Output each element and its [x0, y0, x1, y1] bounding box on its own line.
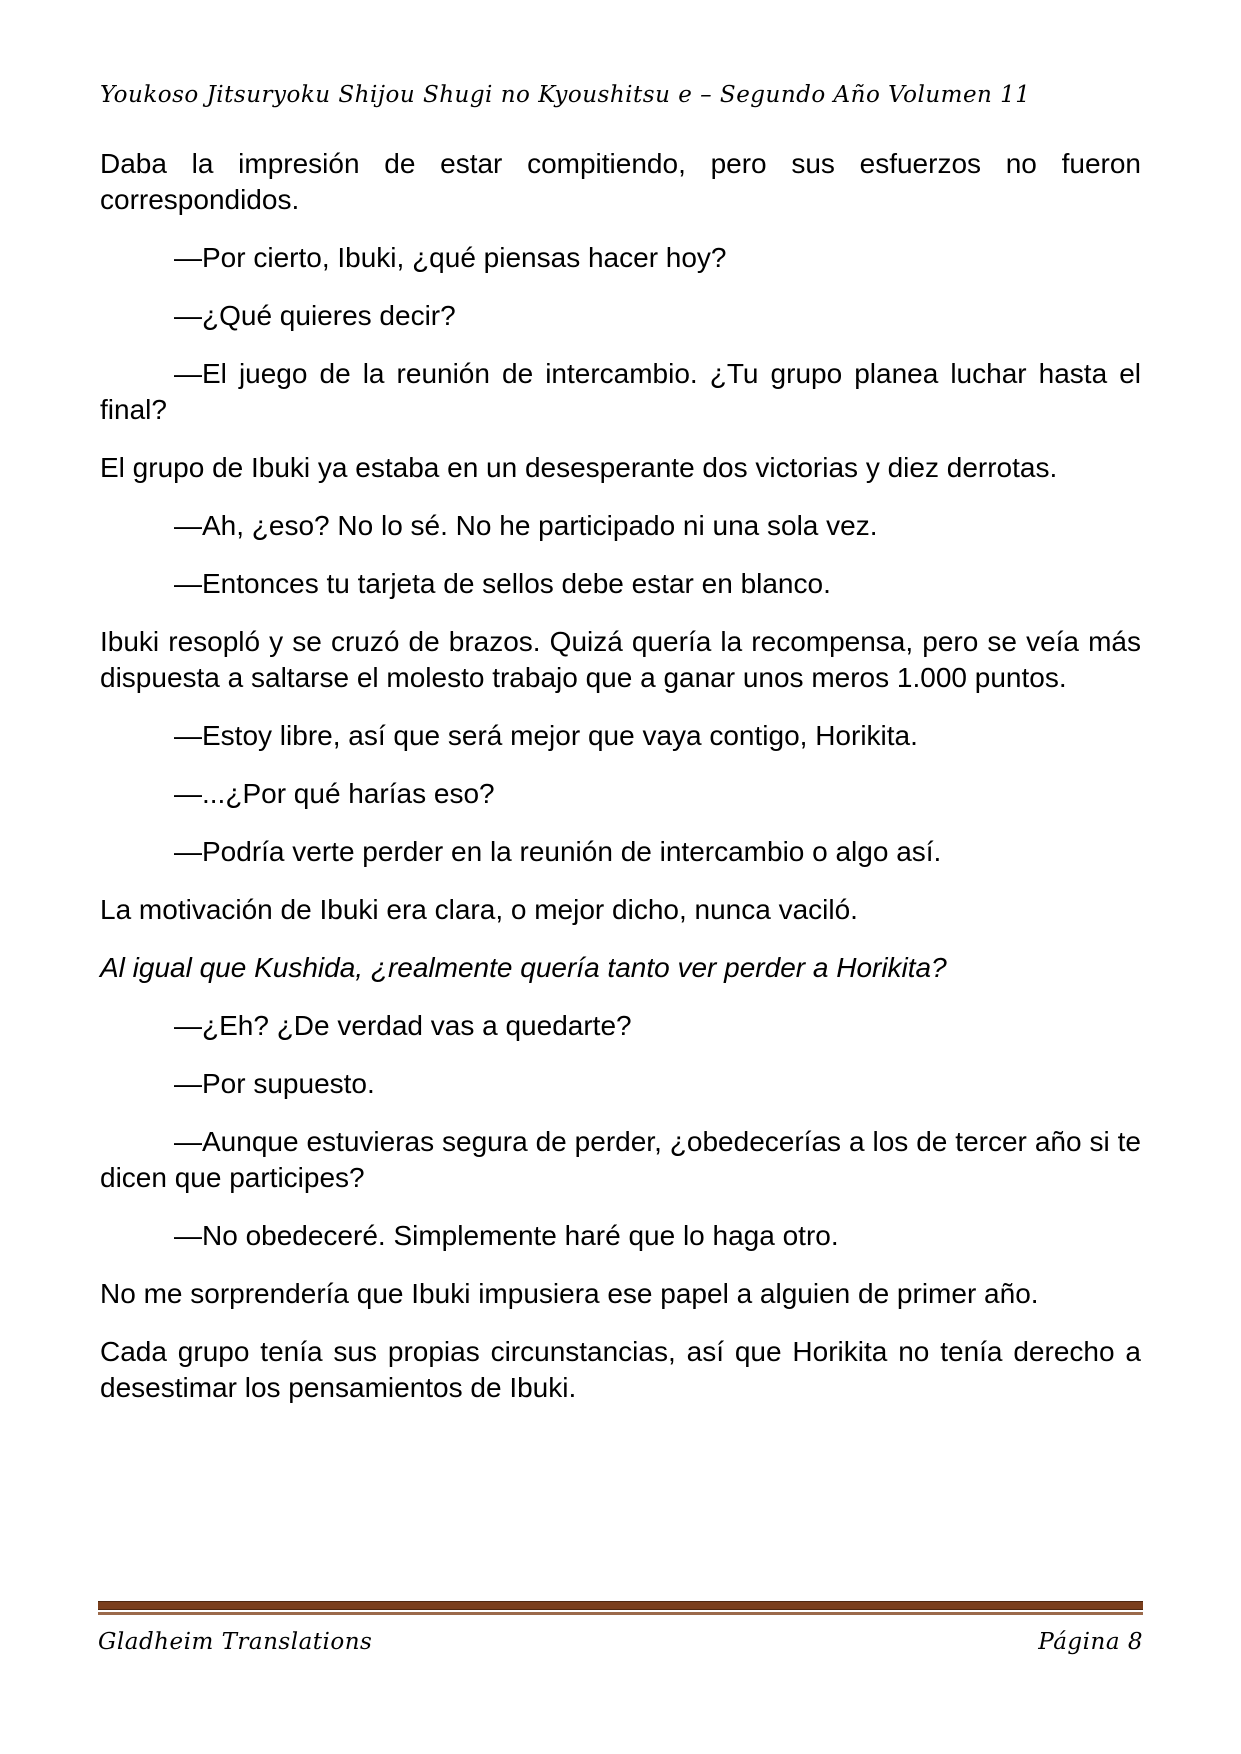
- dialogue-paragraph: —Ah, ¿eso? No lo sé. No he participado ni una sola vez.: [174, 510, 878, 541]
- narration-paragraph: Daba la impresión de estar compitiendo, pero sus esfuerzos no fueron correspondidos.: [100, 148, 1141, 215]
- dialogue-paragraph: —El juego de la reunión de intercambio. ¿Tu grupo planea luchar hasta el final?: [100, 358, 1141, 425]
- footer-translator: Gladheim Translations: [98, 1629, 373, 1655]
- dialogue-paragraph: —Por cierto, Ibuki, ¿qué piensas hacer hoy?: [174, 242, 727, 273]
- dialogue-paragraph: —¿Eh? ¿De verdad vas a quedarte?: [174, 1010, 632, 1041]
- narration-paragraph: El grupo de Ibuki ya estaba en un desesperante dos victorias y diez derrotas.: [100, 452, 1058, 483]
- page-header: [100, 82, 1141, 108]
- footer-text-row: [98, 1629, 1143, 1655]
- dialogue-paragraph: —Aunque estuvieras segura de perder, ¿obedecerías a los de tercer año si te dicen que participes?: [100, 1126, 1141, 1193]
- page-footer: [98, 1601, 1143, 1655]
- dialogue-paragraph: —Estoy libre, así que será mejor que vaya contigo, Horikita.: [174, 720, 918, 751]
- dialogue-paragraph: —Por supuesto.: [174, 1068, 375, 1099]
- narration-paragraph: Ibuki resopló y se cruzó de brazos. Quizá quería la recompensa, pero se veía más dispuesta a saltarse el molesto trabajo que a ganar unos meros 1.000 puntos.: [100, 626, 1141, 693]
- narration-paragraph: La motivación de Ibuki era clara, o mejor dicho, nunca vaciló.: [100, 894, 858, 925]
- dialogue-paragraph: —...¿Por qué harías eso?: [174, 778, 495, 809]
- thought-paragraph: Al igual que Kushida, ¿realmente quería tanto ver perder a Horikita?: [100, 952, 947, 983]
- footer-rule-thick: [98, 1601, 1143, 1610]
- dialogue-paragraph: —¿Qué quieres decir?: [174, 300, 456, 331]
- header-title: Youkoso Jitsuryoku Shijou Shugi no Kyoushitsu e – Segundo Año Volumen 11: [100, 82, 1031, 108]
- dialogue-paragraph: —Entonces tu tarjeta de sellos debe estar en blanco.: [174, 568, 831, 599]
- narration-paragraph: Cada grupo tenía sus propias circunstancias, así que Horikita no tenía derecho a desestimar los pensamientos de Ibuki.: [100, 1336, 1141, 1403]
- document-body: [100, 146, 1141, 1428]
- footer-page-number: Página 8: [1038, 1629, 1143, 1655]
- footer-rule: [98, 1601, 1143, 1615]
- footer-rule-thin: [98, 1612, 1143, 1615]
- narration-paragraph: No me sorprendería que Ibuki impusiera ese papel a alguien de primer año.: [100, 1278, 1039, 1309]
- dialogue-paragraph: —Podría verte perder en la reunión de intercambio o algo así.: [174, 836, 942, 867]
- dialogue-paragraph: —No obedeceré. Simplemente haré que lo haga otro.: [174, 1220, 839, 1251]
